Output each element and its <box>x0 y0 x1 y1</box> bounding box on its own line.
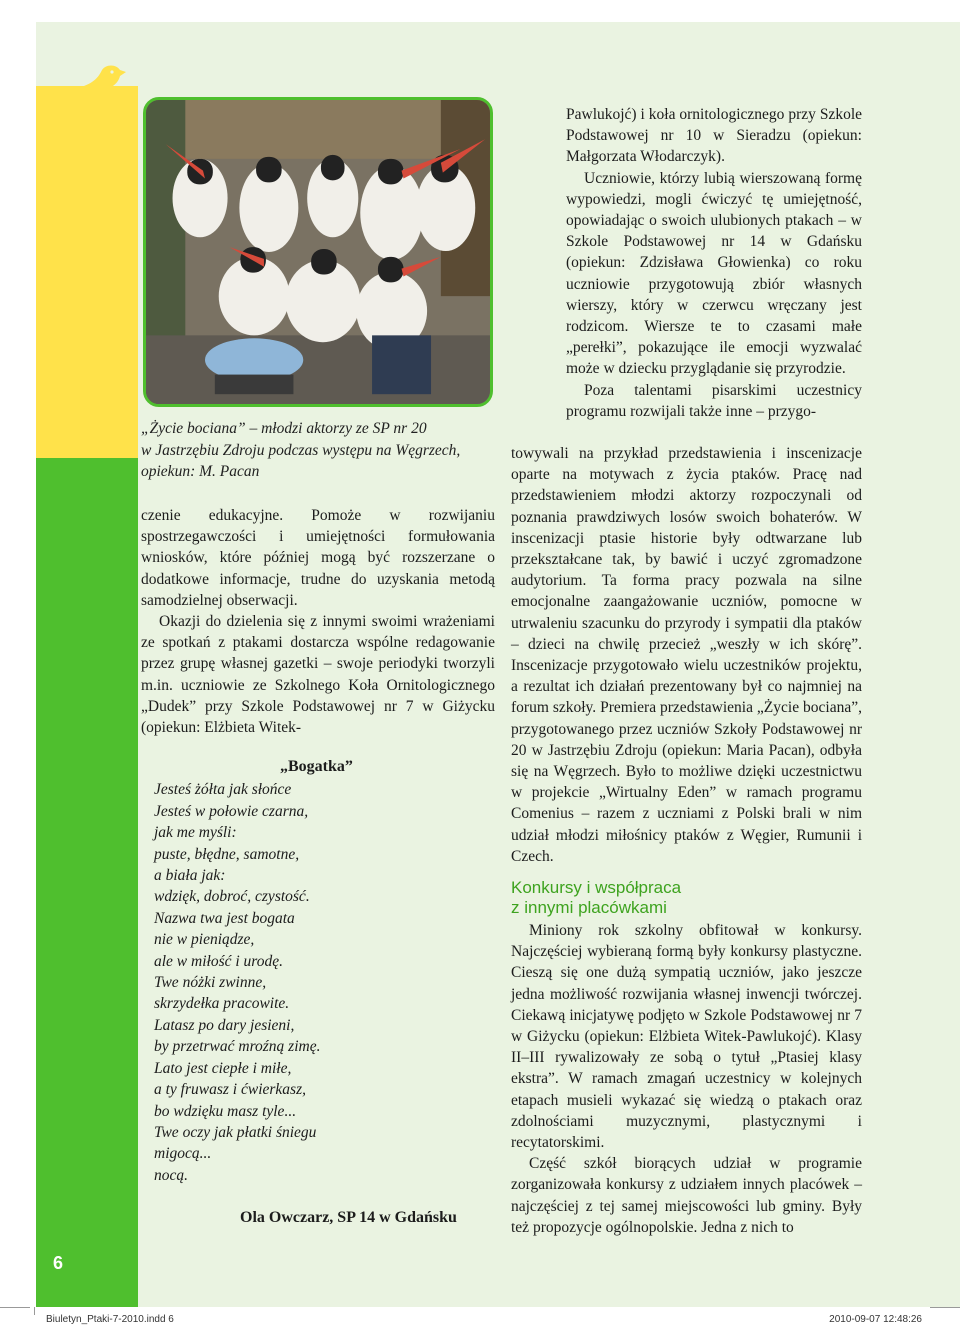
photo-caption <box>141 418 501 483</box>
poem-line: nocą. <box>154 1166 189 1184</box>
poem-author: Ola Owczarz, SP 14 w Gdańsku <box>240 1209 457 1226</box>
section-heading <box>511 878 862 918</box>
paragraph: Poza talentami pisarskimi uczestnicy programu rozwijali także inne – przygo- <box>566 381 862 420</box>
paragraph: Część szkół biorących udział w programie zorganizowała konkursy z udziałem innych placówek – najczęściej z tej samej miejscowości lub gminy. Były też propozycje ogólnopolskie. Jedna z nich to <box>511 1155 862 1236</box>
paragraph: Pawlukojć) i koła ornitologicznego przy Szkole Podstawowej nr 10 w Sieradzu (opiekun: Małgorzata Włodarczyk). <box>566 106 862 166</box>
crop-mark <box>930 1307 960 1308</box>
poem-line: Twe oczy jak płatki śniegu <box>154 1123 317 1141</box>
poem-line: a ty fruwasz i ćwierkasz, <box>154 1081 306 1099</box>
paragraph: Uczniowie, którzy lubią wierszowaną formę wypowiedzi, mogli ćwiczyć tę umiejętność, opowiadając o swoich ulubionych ptakach – w Szkole Podstawowej nr 14 w Gdańsku (opiekun: Zdzisława Głowienka) co roku uczniowie przygotowują zbiór własnych wierszy, który w czerwcu wręczany jest rodzicom. Wiersze te to czasami małe „perełki”, pokazujące ile emocji wyzwalać może w dziecku przyglądanie się przyrodzie. <box>566 169 862 378</box>
poem-line: Twe nóżki zwinne, <box>154 974 267 992</box>
photo-young-actors <box>143 97 493 407</box>
green-side-bar <box>36 458 138 1307</box>
right-column-middle-text <box>511 443 862 867</box>
poem-line: wdzięk, dobroć, czystość. <box>154 888 310 906</box>
poem-line: ale w miłość i urodę. <box>154 952 284 970</box>
poem-line: bo wdzięku masz tyle... <box>154 1102 297 1120</box>
poem-line: Lato jest ciepłe i miłe, <box>154 1059 292 1077</box>
page-number: 6 <box>52 1253 63 1273</box>
footer-timestamp: 2010-09-07 12:48:26 <box>829 1314 922 1325</box>
paragraph: Okazji do dzielenia się z innymi swoimi wrażeniami ze spotkań z ptakami dostarcza wspólne redagowanie przez grupę własnej gazetki – swoje periodyki tworzyli m.in. uczniowie ze Szkolnego Koła Ornitologicznego „Dudek” przy Szkole Podstawowej nr 7 w Giżycku (opiekun: Elżbieta Witek- <box>141 613 495 737</box>
right-column-bottom-text <box>511 920 862 1238</box>
caption-line: opiekun: M. Pacan <box>141 463 260 480</box>
footer-file-name: Biuletyn_Ptaki-7-2010.indd 6 <box>46 1314 174 1325</box>
bird-icon <box>40 62 136 102</box>
poem-line: nie w pieniądze, <box>154 931 255 949</box>
poem <box>154 756 484 1186</box>
left-column-text <box>141 505 495 738</box>
caption-line: „Życie bociana” – młodzi aktorzy ze SP nr 20 <box>141 420 427 437</box>
caption-line: w Jastrzębiu Zdroju podczas występu na Węgrzech, <box>141 441 461 459</box>
poem-line: skrzydełka pracowite. <box>154 995 290 1013</box>
crop-mark <box>34 1307 35 1315</box>
poem-line: Nazwa twa jest bogata <box>154 909 295 927</box>
right-column-top-text <box>566 104 862 422</box>
poem-line: puste, błędne, samotne, <box>154 845 300 863</box>
poem-line: jak me myśli: <box>154 824 237 842</box>
crop-mark <box>0 1307 30 1308</box>
poem-title: „Bogatka” <box>280 758 353 775</box>
poem-line: by przetrwać mroźną zimę. <box>154 1038 321 1056</box>
poem-line: Latasz po dary jesieni, <box>154 1016 295 1034</box>
poem-line: Jesteś w połowie czarna, <box>154 802 309 820</box>
heading-line: Konkursy i współpraca <box>511 878 682 897</box>
print-footer <box>0 1307 960 1329</box>
poem-line: migocą... <box>154 1145 212 1163</box>
heading-line: z innymi placówkami <box>511 898 667 917</box>
poem-line: a biała jak: <box>154 867 226 885</box>
paragraph: Miniony rok szkolny obfitował w konkursy. Najczęściej wybieraną formą były konkursy plastyczne. Cieszą się one dużą sympatią uczniów, jako jeszcze jedna możliwość rozwijania własnej inwencji twórczej. Ciekawą inicjatywę podjęto w Szkole Podstawowej nr 7 w Giżycku (opiekun: Elżbieta Witek-Pawlukojć). Klasy II–III rywalizowały ze sobą o tytuł „Ptasiej klasy ekstra”. W ramach zmagań uczestnicy w kolejnych etapach musieli wykazać się wiedzą o ptakach oraz zdolnościami muzycznymi, plastycznymi i recytatorskimi. <box>511 922 862 1152</box>
paragraph: czenie edukacyjne. Pomoże w rozwijaniu spostrzegawczości i umiejętności formułowania wniosków, które później mogą być rozszerzane o dodatkowe informacje, trudne do uzyskania metodą samodzielnej obserwacji. <box>141 507 495 609</box>
poem-line: Jesteś żółta jak słońce <box>154 781 292 799</box>
paragraph: towywali na przykład przedstawienia i inscenizacje oparte na motywach z życia ptaków. Pracę nad przedstawieniem młodzi aktorzy rozpoczynali od poznania prawdziwych losów swoich bohaterów. W inscenizacji ptasie historie były odtwarzane lub przekształcane tak, by bawić i uczyć zgromadzone audytorium. Ta forma pracy pozwala na silne emocjonalne zaangażowanie uczniów, pomocne w utrwaleniu szacunku do przyrody i sympatii dla ptaków – dzieci na chwilę przecież „weszły w ich skórę”. Inscenizacje przygotowało wielu uczestników projektu, a rezultat ich działań prezentowany był co najmniej na forum szkoły. Premiera przedstawienia „Życie bociana”, przygotowanego przez uczniów Szkoły Podstawowej nr 20 w Jastrzębiu Zdroju (opiekun: Maria Pacan), odbyła się na Węgrzech. Było to możliwe dzięki uczestnictwu w projekcie „Wirtualny Eden” w ramach programu Comenius – razem z uczniami z Polski brali w nim udział młodzi miłośnicy ptaków z Węgier, Rumunii i Czech. <box>511 445 862 865</box>
